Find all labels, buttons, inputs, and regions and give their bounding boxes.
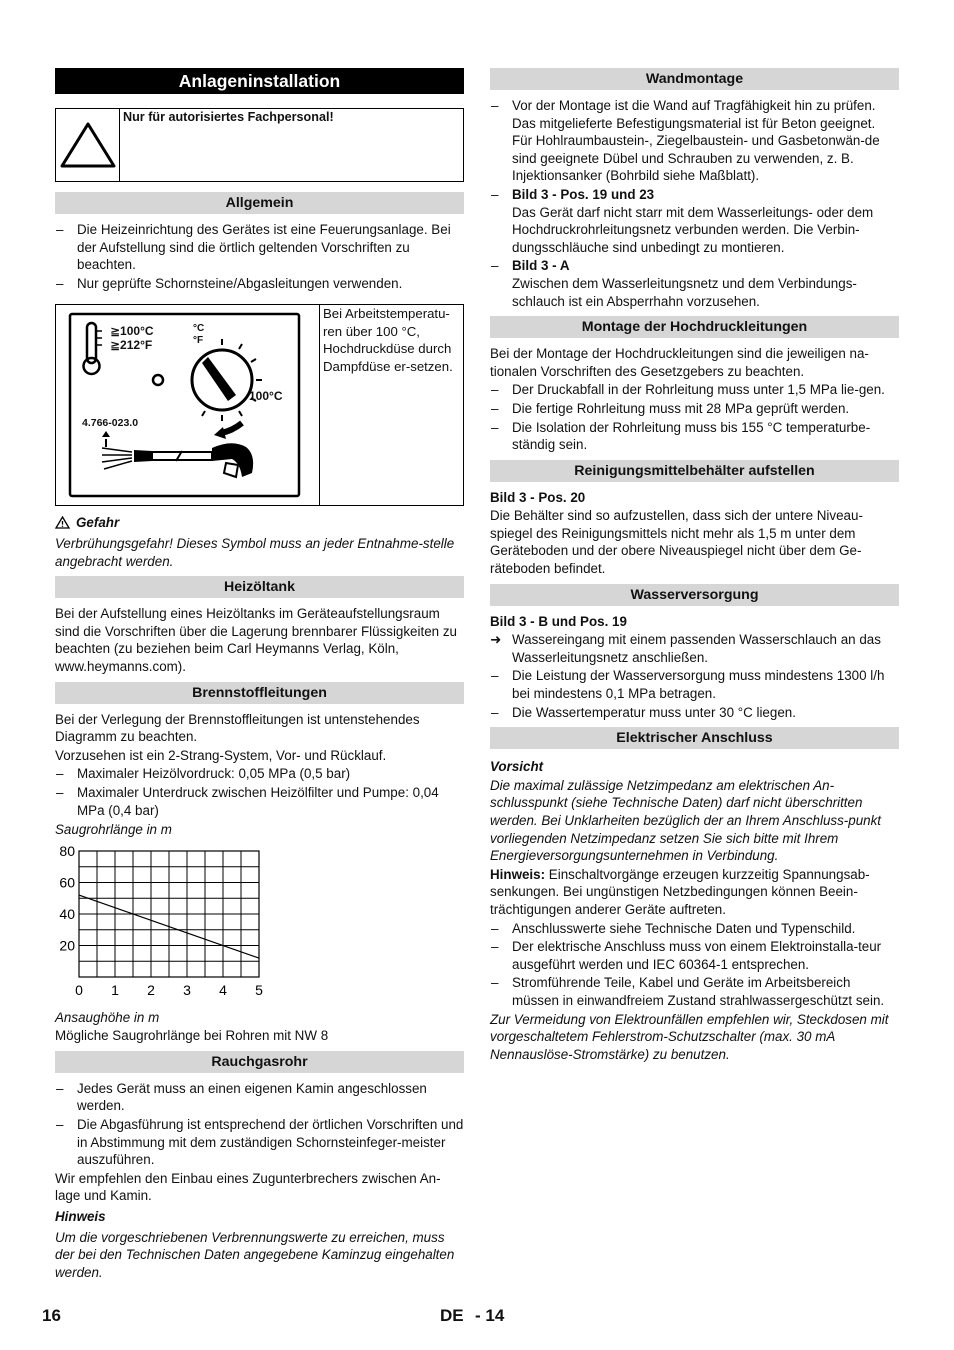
chart-y-tick-label: 40: [59, 905, 75, 922]
list-item: – Die Wassertemperatur muss unter 30 °C liegen.: [490, 704, 899, 722]
list-item: [490, 631, 899, 666]
list-item: – Die fertige Rohrleitung muss mit 28 MPa geprüft werden.: [490, 400, 899, 418]
reinigung-text: Die Behälter sind so aufzustellen, dass sich der untere Niveau-spiegel des Reinigungsmittels nicht mehr als 1,5 m unter dem Geräteboden und der obere Niveauspiegel nicht über dem Ge-räteboden befindet.: [490, 508, 863, 577]
heading-wandmontage: Wandmontage: [490, 68, 899, 90]
hint-text: Einschaltvorgänge erzeugen kurzzeitig Spannungsab-senkungen. Bei ungünstigen Netzbedingungen können Beein-trächtigungen anderer Geräte auftreten.: [490, 866, 870, 917]
list-item: – Die Isolation der Rohrleitung muss bis 155 °C temperaturbe-ständig sein.: [490, 419, 899, 454]
label-temp-fahrenheit: ≧212°F: [110, 338, 153, 353]
warning-box: [55, 108, 464, 182]
caution-label: Vorsicht: [490, 759, 544, 775]
label-part-number: 4.766-023.0: [82, 417, 139, 430]
list-item-title: – Bild 3 - Pos. 19 und 23: [512, 186, 655, 202]
heading-brennstoffleitungen: Brennstoffleitungen: [55, 682, 464, 704]
list-item: – Jedes Gerät muss an einen eigenen Kamin angeschlossen werden.: [55, 1080, 464, 1115]
list-item: – Stromführende Teile, Kabel und Geräte im Arbeitsbereich müssen in einwandfreiem Zustand strahlwassergeschützt sein.: [490, 974, 899, 1009]
chart-x-tick-label: 3: [183, 981, 191, 998]
heading-heizoeltank: Heizöltank: [55, 576, 464, 598]
heizoeltank-text: Bei der Aufstellung eines Heizöltanks im Geräteaufstellungsraum sind die Vorschriften über die Lagerung brennbarer Flüssigkeiten zu beachten (zu beziehen beim Carl Heymanns Verlag, Köln, www.heymanns.com).: [55, 606, 457, 674]
label-unit-f: °F: [193, 335, 204, 347]
heading-rauchgasrohr: Rauchgasrohr: [55, 1051, 464, 1073]
suction-chart: [55, 843, 464, 1003]
wasser-ref: Bild 3 - B und Pos. 19: [490, 613, 627, 629]
list-item-title: – Bild 3 - A: [512, 258, 570, 274]
chart-x-tick-label: 4: [219, 981, 227, 998]
list-item: – Anschlusswerte siehe Technische Daten und Typenschild.: [490, 920, 899, 938]
list-item: – Vor der Montage ist die Wand auf Tragfähigkeit hin zu prüfen. Das mitgelieferte Befestigungsmaterial ist für Beton geeignet. Für Hohlraumbaustein-, Ziegelbaustein- und Gasbetonwän-de sind geeignete Dübel und Schrauben zu verwenden, z. B. Injektionsanker (Bohrbild siehe Maßblatt).: [490, 97, 899, 185]
danger-label: Gefahr: [76, 515, 120, 531]
list-item: – Maximaler Heizölvordruck: 0,05 MPa (0,5 bar): [55, 765, 464, 783]
chart-svg: [55, 843, 295, 1003]
list-item: [490, 257, 899, 310]
chart-x-tick-label: 2: [147, 981, 155, 998]
hinweis-paragraph: [490, 866, 899, 919]
rauchgasrohr-text: Wir empfehlen den Einbau eines Zugunterbrechers zwischen An-lage und Kamin.: [55, 1170, 441, 1204]
page-title: Anlageninstallation: [55, 68, 464, 94]
chart-y-tick-label: 20: [59, 937, 75, 954]
heading-elektrischer-anschluss: Elektrischer Anschluss: [490, 727, 899, 749]
page-number-left: 16: [42, 1306, 61, 1325]
page-number-right: - 14: [475, 1306, 505, 1325]
heading-wasserversorgung: Wasserversorgung: [490, 584, 899, 606]
list-item: – Der Druckabfall in der Rohrleitung muss unter 1,5 MPa lie-gen.: [490, 381, 899, 399]
list-item: – Die Heizeinrichtung des Gerätes ist eine Feuerungsanlage. Bei der Aufstellung sind die örtlich geltenden Vorschriften zu beachten.: [55, 221, 464, 274]
brennstoff-text-1: Bei der Verlegung der Brennstoffleitungen ist untenstehendes Diagramm zu beachten.: [55, 711, 420, 745]
list-item: – Die Leistung der Wasserversorgung muss mindestens 1300 l/h bei mindestens 0,1 MPa betragen.: [490, 667, 899, 702]
chart-x-tick-label: 5: [255, 981, 263, 998]
hint-label: Hinweis: [55, 1209, 106, 1225]
list-item: [490, 186, 899, 256]
warning-triangle-icon: [56, 109, 120, 181]
list-item: – Nur geprüfte Schornsteine/Abgasleitungen verwenden.: [55, 275, 464, 293]
warning-text: Nur für autorisiertes Fachpersonal!: [123, 110, 334, 124]
label-temp-celsius: ≧100°C: [110, 324, 154, 339]
list-item: – Der elektrische Anschluss muss von einem Elektroinstalla-teur ausgeführt werden und IEC 60364-1 entsprechen.: [490, 938, 899, 973]
chart-note: Mögliche Saugrohrlänge bei Rohren mit NW 8: [55, 1028, 329, 1044]
hot-water-warning-label: [56, 305, 320, 505]
list-item-text: Zwischen dem Wasserleitungsnetz und dem Verbindungs-schlauch ist ein Absperrhahn vorzusehen.: [512, 275, 857, 309]
heading-hochdruckleitungen: Montage der Hochdruckleitungen: [490, 316, 899, 338]
list-item: – Maximaler Unterdruck zwischen Heizölfilter und Pumpe: 0,04 MPa (0,4 bar): [55, 784, 464, 819]
arrow-right-icon: ➜: [490, 632, 502, 648]
right-column: [490, 68, 899, 1064]
heading-reinigungsmittel: Reinigungsmittelbehälter aufstellen: [490, 460, 899, 482]
danger-icon: [55, 516, 70, 534]
hint-label: Hinweis:: [490, 866, 546, 882]
brennstoff-text-2: Vorzusehen ist ein 2-Strang-System, Vor- und Rücklauf.: [55, 747, 387, 763]
label-figure: [55, 304, 464, 506]
hochdruck-text: Bei der Montage der Hochdruckleitungen sind die jeweiligen na-tionalen Vorschriften des Gesetzgebers zu beachten.: [490, 346, 869, 379]
electrical-safety-note: Zur Vermeidung von Elektrounfällen empfehlen wir, Steckdosen mit vorgeschaltetem Fehlerstrom-Schutzschalter (max. 30 mA Nennauslöse-Stromstärke) zu benutzen.: [490, 1011, 889, 1062]
label-caption: Bei Arbeitstemperatu-ren über 100 °C, Hochdruckdüse durch Dampfdüse er-setzen.: [323, 306, 453, 374]
list-item-text: Wassereingang mit einem passenden Wasserschlauch an das Wasserleitungsnetz anschließen.: [512, 632, 881, 665]
list-item: – Die Abgasführung ist entsprechend der örtlichen Vorschriften und in Abstimmung mit dem zuständigen Schornsteinfeger-meister auszuführen.: [55, 1116, 464, 1169]
label-dial-temp: 100°C: [249, 389, 283, 404]
reinigung-ref: Bild 3 - Pos. 20: [490, 489, 586, 505]
chart-x-axis-label: Ansaughöhe in m: [55, 1009, 160, 1025]
hint-text: Um die vorgeschriebenen Verbrennungswerte zu erreichen, muss der bei den Technischen Daten angegebene Kaminzug eingehalten werden.: [55, 1229, 455, 1280]
list-item-text: Das Gerät darf nicht starr mit dem Wasserleitungs- oder dem Hochdruckrohrleitungsnetz verbunden werden. Die Verbin-dungsschläuche sind unbedingt zu montieren.: [512, 204, 874, 255]
chart-x-tick-label: 0: [75, 981, 83, 998]
heading-allgemein: Allgemein: [55, 192, 464, 214]
chart-y-tick-label: 80: [59, 842, 75, 859]
left-column: [55, 68, 464, 1282]
label-unit-c: °C: [193, 323, 205, 335]
caution-text: Die maximal zulässige Netzimpedanz am elektrischen An-schlusspunkt (siehe Technische Daten) darf nicht überschritten werden. Bei Unklarheiten bezüglich der an Ihrem Anschluss-punkt vorliegenden Netzimpedanz setzen Sie sich bitte mit Ihrem Energieversorgungsunternehmen in Verbindung.: [490, 777, 882, 864]
danger-text: Verbrühungsgefahr! Dieses Symbol muss an jeder Entnahme-stelle angebracht werden.: [55, 535, 455, 569]
chart-x-tick-label: 1: [111, 981, 119, 998]
language-code: DE: [440, 1306, 464, 1325]
chart-y-tick-label: 60: [59, 874, 75, 891]
chart-y-axis-label: Saugrohrlänge in m: [55, 822, 172, 838]
